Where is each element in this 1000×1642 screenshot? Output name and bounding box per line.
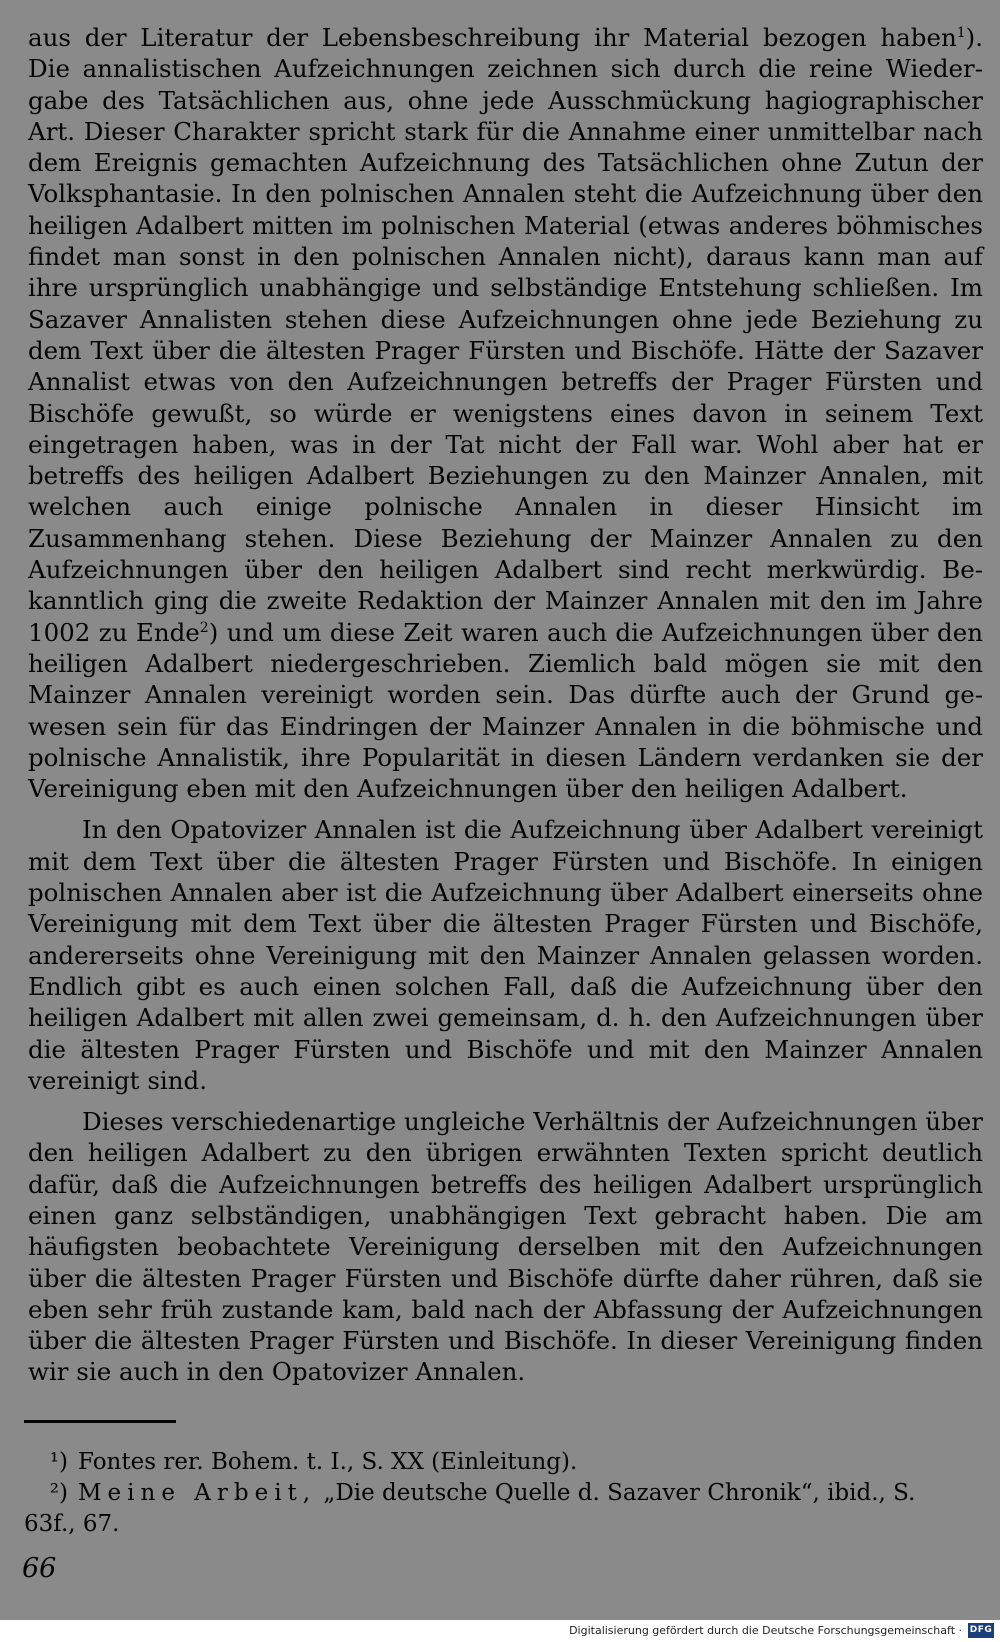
footnote-1: [24, 1447, 974, 1478]
paragraph-2: In den Opatovizer Annalen ist die Aufzeichnung über Adalbert vereinigt mit dem Text über die ältesten Prager Fürsten und Bischöfe. In einigen polnischen Annalen aber ist die Aufzeichnung über Adalbert einerseits ohne Vereinigung mit dem Text über die ältesten Prager Fürsten und Bischöfe, andererseits ohne Vereinigung mit den Mainzer Annalen gelassen worden. Endlich gibt es auch einen solchen Fall, daß die Aufzeichnung über den heiligen Adalbert mit allen zwei gemeinsam, d. h. den Aufzeichnungen über die ältesten Prager Fürsten und Bischöfe und mit den Mainzer Annalen vereinigt sind.: [28, 815, 983, 1095]
dfg-logo-icon: DFG: [968, 1623, 994, 1638]
footnotes: [24, 1447, 974, 1540]
footnote-2: [24, 1478, 974, 1540]
paragraph-1-text: aus der Literatur der Lebensbeschreibung ihr Material bezogen haben: [28, 23, 957, 52]
funding-note: Digitalisierung gefördert durch die Deutsche Forschungsgemeinschaft ·: [569, 1624, 962, 1637]
page-number: 66: [22, 1553, 57, 1584]
footnote-ref-1: 1: [956, 24, 966, 41]
paragraph-1-text-cont: ). Die annalistischen Aufzeichnungen zeichnen sich durch die reine Wiedergabe des Tatsächlichen aus, ohne jede Ausschmückung hagiographischer Art. Dieser Charakter spricht stark für die Annahme einer unmittelbar nach dem Ereignis gemachten Aufzeichnung des Tatsächlichen ohne Zutun der Volksphantasie. In den polnischen Annalen steht die Aufzeichnung über den heiligen Adalbert mitten im polnischen Material (etwas anderes böhmisches findet man sonst in den polnischen Annalen nicht), daraus kann man auf ihre ursprünglich unabhängige und selbständige Entstehung schließen. Im Sazaver Annalisten stehen diese Aufzeichnungen ohne jede Beziehung zu dem Text über die ältesten Prager Fürsten und Bischöfe. Hätte der Sazaver Annalist etwas von den Aufzeichnungen betreffs der Prager Fürsten und Bischöfe gewußt, so würde er wenigstens eines davon in seinem Text eingetragen haben, was in der Tat nicht der Fall war. Wohl aber hat er betreffs des heiligen Adalbert Beziehungen zu den Mainzer Annalen, mit welchen auch einige polnische Annalen in dieser Hinsicht im Zusammenhang stehen. Diese Beziehung der Mainzer Annalen zu den Aufzeichnungen über den heiligen Adalbert sind recht merkwürdig. Bekanntlich ging die zweite Redaktion der Mainzer Annalen mit den im Jahre 1002 zu Ende: [28, 23, 983, 647]
footnote-2-text: „Die deutsche Quelle d. Sazaver Chronik“, ibid., S. 63f., 67.: [24, 1480, 916, 1537]
funding-bar: [0, 1620, 1000, 1642]
paragraph-3: Dieses verschiedenartige ungleiche Verhältnis der Aufzeichnungen über den heiligen Adalbert zu den übrigen erwähnten Texten spricht deutlich dafür, daß die Aufzeichnungen betreffs des heiligen Adalbert ursprünglich einen ganz selbständigen, unabhängigen Text gebracht haben. Die am häufigsten beobachtete Vereinigung derselben mit den Aufzeichnungen über die ältesten Prager Fürsten und Bischöfe dürfte daher rühren, daß sie eben sehr früh zustande kam, bald nach der Abfassung der Aufzeichnungen über die ältesten Prager Fürsten und Bischöfe. In dieser Vereinigung finden wir sie auch in den Opatovizer Annalen.: [28, 1107, 983, 1387]
main-text: [28, 22, 983, 1388]
footnote-2-emphasis: Meine Arbeit,: [78, 1480, 317, 1506]
footnote-1-text: Fontes rer. Bohem. t. I., S. XX (Einleitung).: [78, 1449, 578, 1475]
paragraph-1-text-end: ) und um diese Zeit waren auch die Aufzeichnungen über den heiligen Adalbert niedergeschrieben. Ziemlich bald mögen sie mit den Mainzer Annalen vereinigt worden sein. Das dürfte auch der Grund gewesen sein für das Eindringen der Mainzer Annalen in die böhmische und polnische Annalistik, ihre Popularität in diesen Ländern verdanken sie der Vereinigung eben mit den Aufzeichnungen über den heiligen Adalbert.: [28, 617, 984, 804]
footnote-1-mark: ¹): [49, 1449, 68, 1475]
footnote-ref-2: 2: [199, 619, 209, 636]
footnote-divider: [24, 1420, 176, 1423]
paragraph-1: [28, 22, 983, 804]
footnote-2-mark: ²): [49, 1480, 68, 1506]
